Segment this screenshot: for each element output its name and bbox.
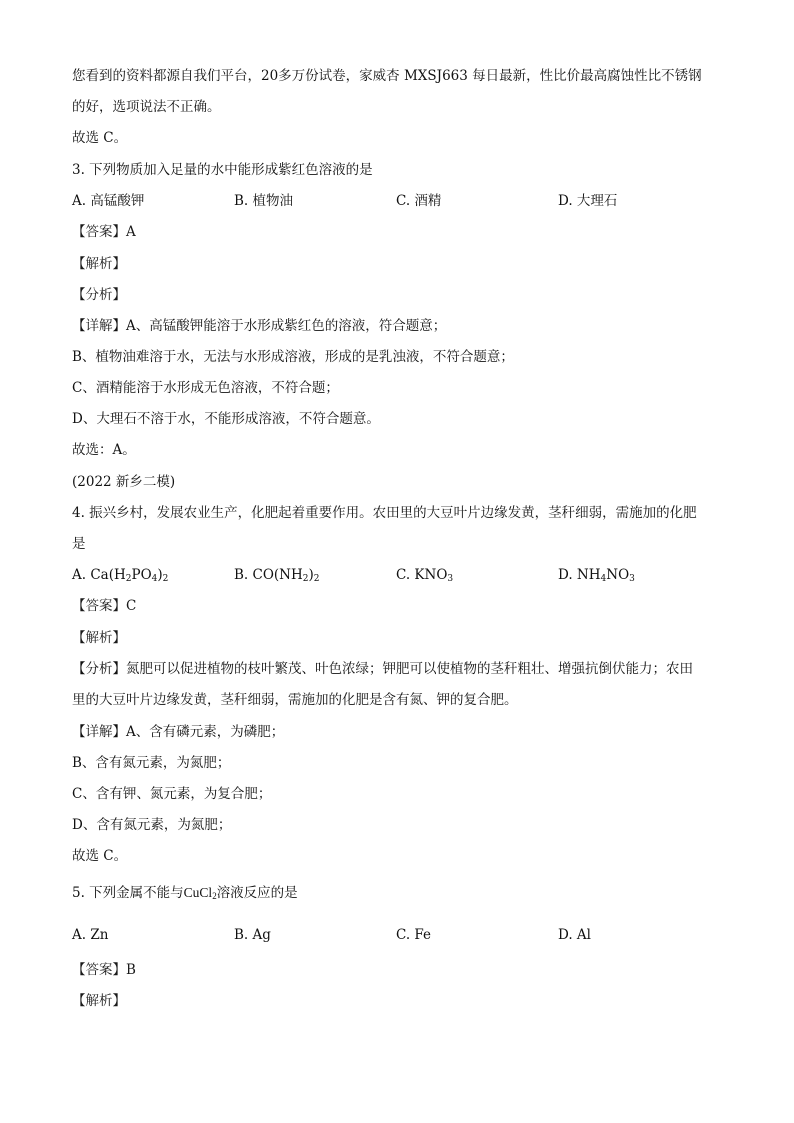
q3-detail-c: C、酒精能溶于水形成无色溶液，不符合题； [72, 380, 339, 396]
q5-option-c: C. Fe [396, 927, 432, 943]
q3-option-d: D. 大理石 [558, 193, 618, 209]
intro-line-2: 的好，选项说法不正确。 [72, 99, 221, 115]
q4-option-b: B. $CO(NH_2)_2$ [234, 567, 320, 584]
q5-option-a: A. Zn [72, 927, 109, 943]
q5-answer: 【答案】B [72, 962, 136, 978]
q3-jiexi-label: 【解析】 [72, 256, 126, 272]
q4-detail-c: C、含有钾、氮元素，为复合肥； [72, 786, 272, 802]
q4-choice: 故选 C。 [72, 848, 128, 864]
q3-detail-b: B、植物油难溶于水，无法与水形成溶液，形成的是乳浊液，不符合题意； [72, 349, 514, 365]
q4-detail-d: D、含有氮元素，为氮肥； [72, 817, 232, 833]
q3-stem: 3. 下列物质加入足量的水中能形成紫红色溶液的是 [72, 162, 373, 178]
q4-stem-line-2: 是 [72, 536, 86, 552]
q5-formula: CuCl$_2$ [183, 885, 217, 901]
q5-option-d: D. Al [558, 927, 591, 943]
q4-stem-line-1: 4. 振兴乡村，发展农业生产，化肥起着重要作用。农田里的大豆叶片边缘发黄，茎秆细弱，需施加的化肥 [72, 505, 697, 521]
q5-option-b: B. Ag [234, 927, 271, 943]
q3-option-c: C. 酒精 [396, 193, 442, 209]
q3-detail-a: 【详解】A、高锰酸钾能溶于水形成紫红色的溶液，符合题意； [72, 318, 447, 334]
q4-fenxi-line-2: 里的大豆叶片边缘发黄，茎秆细弱，需施加的化肥是含有氮、钾的复合肥。 [72, 692, 518, 708]
q4-option-c: C. $KNO_3$ [396, 567, 454, 584]
q3-detail-d: D、大理石不溶于水，不能形成溶液，不符合题意。 [72, 411, 380, 427]
intro-line-1: 您看到的资料都源自我们平台，20多万份试卷，家威杏 MXSJ663 每日最新，性比价最高腐蚀性比不锈钢 [72, 68, 702, 84]
q4-option-d: D. $NH_4NO_3$ [558, 567, 635, 584]
q4-option-a: A. $Ca(H_2PO_4)_2$ [72, 567, 169, 584]
q3-fenxi-label: 【分析】 [72, 287, 126, 303]
source-note: (2022 新乡二模) [72, 474, 176, 490]
q3-answer: 【答案】A [72, 224, 136, 240]
q4-answer: 【答案】C [72, 598, 137, 614]
q3-option-b: B. 植物油 [234, 193, 294, 209]
q5-jiexi-label: 【解析】 [72, 993, 126, 1009]
q4-detail-a: 【详解】A、含有磷元素，为磷肥； [72, 724, 285, 740]
intro-choice: 故选 C。 [72, 130, 128, 146]
q3-option-a: A. 高锰酸钾 [72, 193, 145, 209]
q3-choice: 故选：A。 [72, 442, 136, 458]
q5-stem: 5. 下列金属不能与CuCl$_2$溶液反应的是 [72, 885, 298, 901]
q4-jiexi-label: 【解析】 [72, 630, 126, 646]
q4-detail-b: B、含有氮元素，为氮肥； [72, 755, 231, 771]
q4-fenxi-line-1: 【分析】氮肥可以促进植物的枝叶繁茂、叶色浓绿；钾肥可以使植物的茎秆粗壮、增强抗倒伏能力；农田 [72, 661, 693, 677]
